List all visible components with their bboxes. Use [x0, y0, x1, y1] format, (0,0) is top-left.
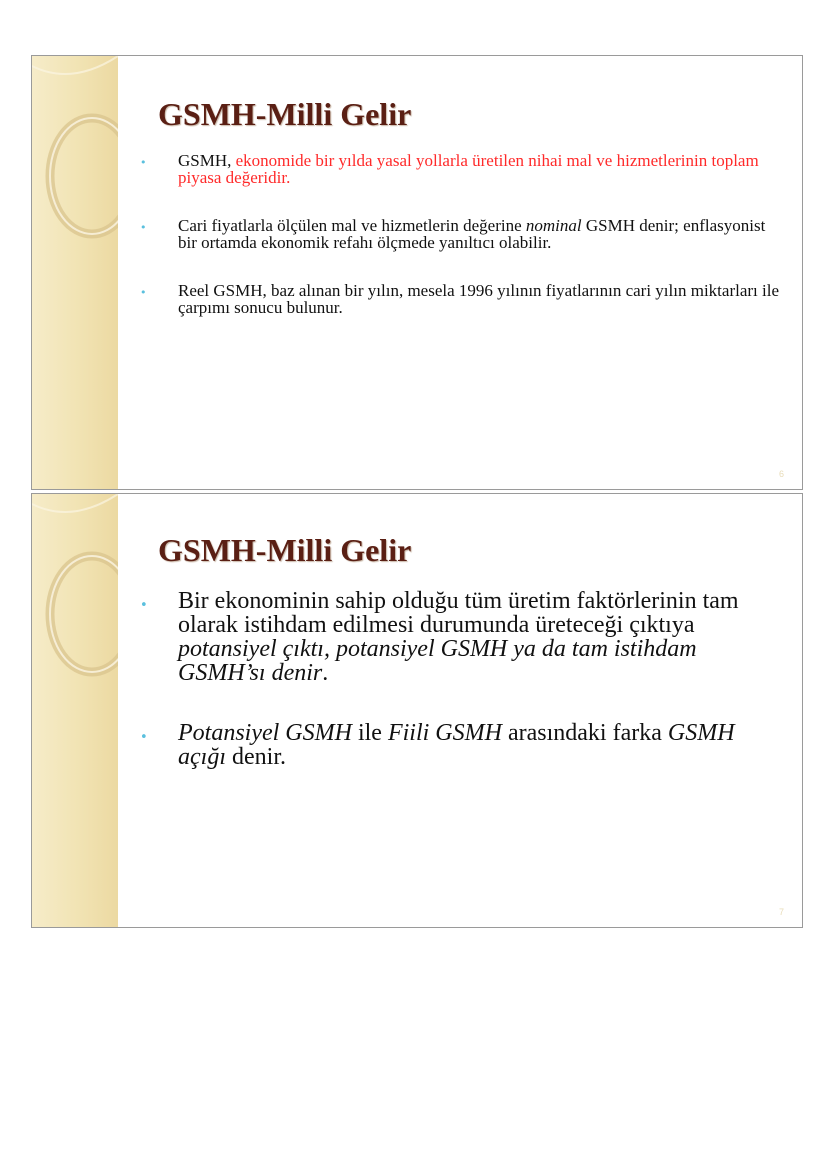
- bullet-icon: •: [140, 730, 148, 745]
- slide-title: GSMH-Milli Gelir: [158, 96, 412, 132]
- bullet-icon: •: [140, 156, 147, 169]
- decorative-sidebar: [32, 56, 118, 489]
- page-number: 6: [778, 469, 784, 479]
- list-item: • Bir ekonominin sahip olduğu tüm üretim faktörlerinin tam olarak istihdam edilmesi durumunda üreteceği çıktıya potansiyel çıktı, potansiyel GSMH ya da tam istihdam GSMH’sı denir.: [140, 588, 739, 686]
- bullet-icon: •: [140, 221, 147, 234]
- bullet-list: [140, 589, 784, 805]
- bullet-list: [140, 152, 784, 347]
- slide-title: GSMH-Milli Gelir: [158, 532, 412, 568]
- slide-2: [31, 493, 803, 928]
- page-number: 7: [778, 907, 784, 917]
- decorative-sidebar: [32, 494, 118, 927]
- list-item: • Potansiyel GSMH ile Fiili GSMH arasındaki farka GSMH açığı denir.: [140, 720, 735, 770]
- bullet-icon: •: [140, 286, 147, 299]
- list-item: • Cari fiyatlarla ölçülen mal ve hizmetlerin değerine nominal GSMH denir; enflasyonist bir ortamda ekonomik refahı ölçmede yanıltıcı olabilir.: [140, 216, 766, 252]
- bullet-icon: •: [140, 598, 148, 613]
- ring-decoration-icon: [32, 56, 118, 489]
- list-item: • GSMH, ekonomide bir yılda yasal yollarla üretilen nihai mal ve hizmetlerinin toplam piyasa değeridir.: [140, 151, 759, 187]
- slide-1: [31, 55, 803, 490]
- list-item: • Reel GSMH, baz alınan bir yılın, mesela 1996 yılının fiyatlarının cari yılın miktarları ile çarpımı sonucu bulunur.: [140, 281, 779, 317]
- ring-decoration-icon: [32, 494, 118, 927]
